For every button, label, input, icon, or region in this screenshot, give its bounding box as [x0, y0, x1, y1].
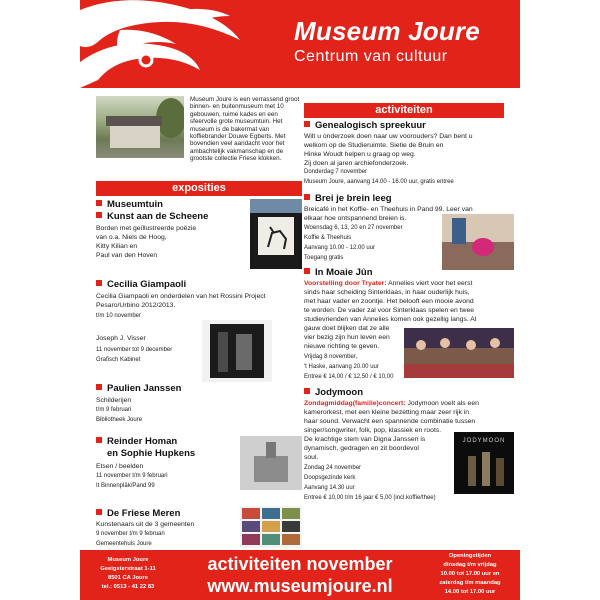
intro-text: Museum Joure is een verrassend groot binnen- en buitenmuseum met 10 gebouwen, ruime kades en een sfeervolle grote museumtuin. Het museum is de bakermat van koffiebrander Douwe Egberts. Met bovendien veel aandacht voor het ambachtelijk vakmanschap en de grootste collectie Friese klokken.: [190, 96, 300, 163]
moaie-date: Vrijdag 8 november,: [304, 354, 358, 360]
homan-title: Reinder Homan: [96, 436, 177, 447]
visser-name: Joseph J. Visser: [96, 335, 146, 342]
jodymoon-title: Jodymoon: [304, 387, 363, 398]
footer-banner: [80, 550, 520, 600]
jodymoon-poster-photo: JODYMOON: [454, 432, 514, 494]
moaie-title: In Moaie Jûn: [304, 267, 373, 278]
bullet-square-icon: [96, 437, 102, 443]
brei-place: Koffie & Theehuis: [304, 235, 352, 241]
swirl-ornament: [80, 0, 280, 88]
bullet-square-icon: [304, 268, 310, 274]
homan-date: 11 november t/m 9 februari: [96, 473, 168, 479]
moaie-entry: Entree € 14,00 / € 12,50 / € 10,00: [304, 374, 394, 380]
meren-date: 9 november t/m 9 februari: [96, 531, 165, 537]
jodymoon-place: Doopsgezinde kerk: [304, 475, 356, 481]
website-link[interactable]: www.museumjoure.nl: [207, 576, 393, 596]
brei-title: Brei je brein leeg: [304, 193, 392, 204]
bullet-square-icon: [304, 388, 310, 394]
visser-place: Grafisch Kabinet: [96, 357, 141, 363]
visser-date: 11 november tot 9 december: [96, 347, 173, 353]
theatre-photo: [404, 328, 514, 378]
janssen-sub: Schilderijen: [96, 397, 132, 404]
bullet-square-icon: [304, 121, 310, 127]
address-block: Museum Joure Geeigsterstraat 1-11 8501 CA Joure tel.: 0513 - 41 22 83: [100, 557, 156, 590]
bullet-square-icon: [96, 212, 102, 218]
opening-hours: Openingstijden dinsdag t/m vrijdag 10.00 tot 17.00 uur en zaterdag t/m maandag 14.00 tot 17.00 uur: [439, 553, 501, 595]
footer-headline: activiteiten november: [207, 554, 393, 574]
genealogisch-info: Museum Joure, aanvang 14.00 - 16.00 uur, gratis entree: [304, 179, 454, 185]
hupkens-title: en Sophie Hupkens: [107, 448, 196, 459]
homan-place: It Binnenpläk/Pand 99: [96, 483, 155, 489]
brei-dates: Woensdag 6, 13, 20 en 27 november: [304, 225, 403, 231]
giampaoli-text: Cecilia Giampaoli en onderdelen van het Rossini Project Pesaro/Urbino 2012/2013.: [96, 293, 266, 309]
moaie-text: Voorstelling door Tryater: Annelies viert voor het eerst sinds haar scheiding Sinterklaas, in haar ouderlijk huis, met haar vader en zoontje. Het belooft een mooie avond te worden. De vader zal voor Sinterklaas spelen en twee studievrienden van Annelies komen ook gezellig langs. Al gauw doet blijken dat ze alle vier bezig zijn hun leven een nieuwe richting te geven.: [304, 280, 477, 350]
scheene-text: Borden met geïllustreerde poëzie van o.a. Niels de Hoog, Kitty Kilian en Paul van den Hoven: [96, 225, 197, 259]
knitting-photo: [442, 214, 514, 270]
museum-subtitle: Centrum van cultuur: [294, 48, 448, 65]
museum-title: Museum Joure: [294, 16, 480, 46]
museumtuin-title: Museumtuin: [96, 199, 163, 210]
bullet-square-icon: [96, 384, 102, 390]
meren-photos: [240, 506, 302, 548]
jodymoon-date: Zondag 24 november: [304, 465, 362, 471]
jodymoon-text: Zondagmiddag(familie)concert: Jodymoon voelt als een kamerorkest, met een kleine bezetting maar zeer rijk in haar sound. Verwacht een spannende combinatie tussen singer/songwriter, folk, pop, klassiek en roots. De krachtige stem van Digna Janssen is dynamisch, gedragen en zit boordevol soul.: [304, 400, 479, 461]
museum-building-photo: [96, 96, 184, 158]
activiteiten-header: activiteiten: [304, 103, 504, 118]
meren-sub: Kunstenaars uit de 3 gemeenten: [96, 521, 195, 528]
janssen-place: Bibliotheek Joure: [96, 417, 143, 423]
giampaoli-date: t/m 10 november: [96, 313, 142, 319]
bullet-square-icon: [96, 509, 102, 515]
bullet-square-icon: [96, 280, 102, 286]
homan-sub: Etsen / beelden: [96, 463, 144, 470]
genealogisch-text: Wilt u onderzoek doen naar uw voorouders? Dan bent u welkom op de Studieruimte. Sietie de Bruin en Hinke Woudt helpen u graag op weg. Zij doen al jaren archiefonderzoek.: [304, 133, 473, 167]
moaie-place: 't Haske, aanvang 20.00 uur: [304, 364, 379, 370]
bullet-square-icon: [96, 200, 102, 206]
header-banner: [80, 0, 520, 88]
poster: [80, 0, 520, 600]
jodymoon-time: Aanvang 14.30 uur: [304, 485, 355, 491]
scheene-title: Kunst aan de Scheene: [96, 211, 208, 222]
jodymoon-entry: Entree € 10,00 t/m 16 jaar € 5,00 (incl.koffie/thee): [304, 495, 436, 501]
exposities-header: exposities: [96, 181, 302, 196]
visser-artwork-photo: [202, 320, 272, 382]
scheene-sign-photo: [250, 199, 302, 269]
brei-text: Breicafé in het Koffie- en Theehuis in Pand 99. Leer van elkaar hoe ontspannend breien is.: [304, 206, 473, 222]
giampaoli-title: Cecilia Giampaoli: [96, 279, 186, 290]
meren-place: Gemeentehuis Joure: [96, 541, 152, 547]
brei-time: Aanvang 10.00 - 12.00 uur: [304, 245, 376, 251]
bullet-square-icon: [304, 194, 310, 200]
genealogisch-title: Genealogisch spreekuur: [304, 120, 426, 131]
genealogisch-date: Donderdag 7 november: [304, 169, 368, 175]
meren-title: De Friese Meren: [96, 508, 180, 519]
sculpture-photo: [240, 436, 302, 490]
brei-entry: Toegang gratis: [304, 255, 344, 261]
janssen-title: Paulien Janssen: [96, 383, 181, 394]
janssen-date: t/m 9 februari: [96, 407, 132, 413]
